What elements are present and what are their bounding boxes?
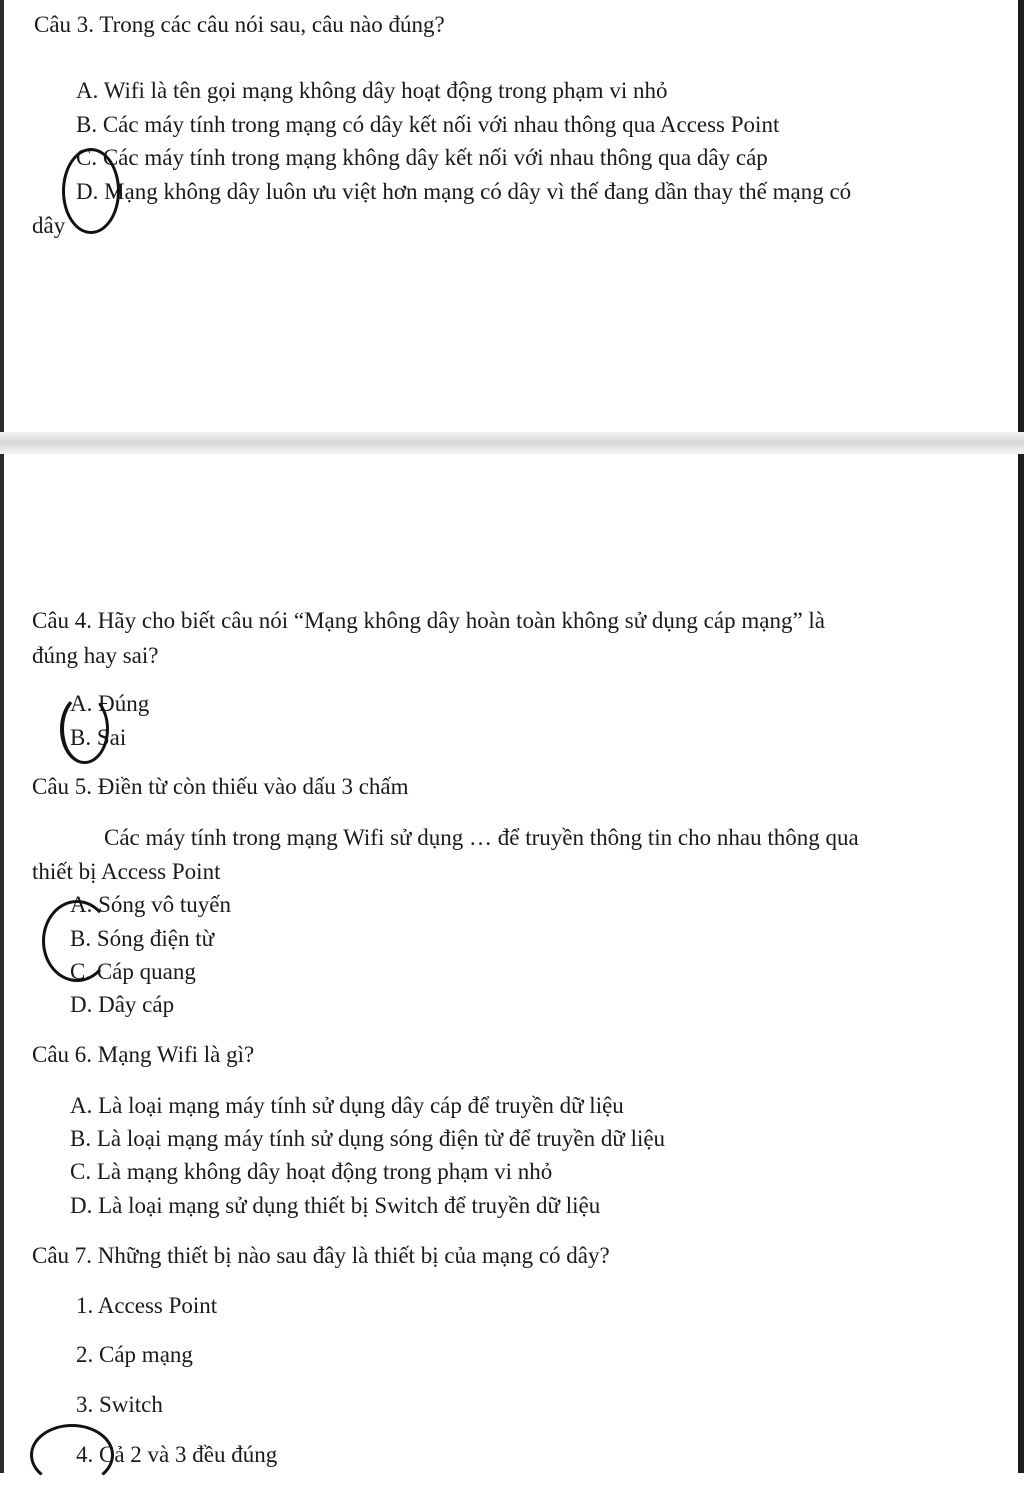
q4-question-line1: Câu 4. Hãy cho biết câu nói “Mạng không dây hoàn toàn không sử dụng cáp mạng” là bbox=[32, 608, 825, 633]
q6-option-c: C. Là mạng không dây hoạt động trong phạm vi nhỏ bbox=[70, 1159, 553, 1184]
q5-option-c: C. Cáp quang bbox=[70, 959, 196, 984]
left-edge-shadow bbox=[0, 0, 4, 1473]
q7-question: Câu 7. Những thiết bị nào sau đây là thiết bị của mạng có dây? bbox=[32, 1243, 610, 1268]
q5-option-d: D. Dây cáp bbox=[70, 992, 175, 1017]
q7-item-2: 2. Cáp mạng bbox=[76, 1342, 193, 1367]
q7-item-3: 3. Switch bbox=[76, 1392, 163, 1417]
q5-prompt-line1: Các máy tính trong mạng Wifi sử dụng … để truyền thông tin cho nhau thông qua bbox=[104, 825, 859, 850]
q5-prompt-line2: thiết bị Access Point bbox=[32, 859, 221, 884]
q4-option-b: B. Sai bbox=[70, 725, 127, 750]
q4-question-line2: đúng hay sai? bbox=[32, 643, 159, 668]
q6-question: Câu 6. Mạng Wifi là gì? bbox=[32, 1042, 255, 1067]
q3-option-d-wrap: dây bbox=[32, 213, 66, 238]
q3-option-b: B. Các máy tính trong mạng có dây kết nối với nhau thông qua Access Point bbox=[76, 112, 780, 137]
q5-question: Câu 5. Điền từ còn thiếu vào dấu 3 chấm bbox=[32, 774, 409, 799]
q6-option-d: D. Là loại mạng sử dụng thiết bị Switch để truyền dữ liệu bbox=[70, 1193, 601, 1218]
q5-option-b: B. Sóng điện từ bbox=[70, 926, 215, 951]
q7-item-1: 1. Access Point bbox=[76, 1293, 218, 1318]
page-divider bbox=[0, 432, 1024, 454]
q6-option-b: B. Là loại mạng máy tính sử dụng sóng điện từ để truyền dữ liệu bbox=[70, 1126, 666, 1151]
q6-option-a: A. Là loại mạng máy tính sử dụng dây cáp để truyền dữ liệu bbox=[70, 1093, 624, 1118]
q3-question: Câu 3. Trong các câu nói sau, câu nào đúng? bbox=[34, 12, 445, 37]
q3-option-c: C. Các máy tính trong mạng không dây kết nối với nhau thông qua dây cáp bbox=[76, 145, 768, 170]
q3-option-a: A. Wifi là tên gọi mạng không dây hoạt động trong phạm vi nhỏ bbox=[76, 78, 668, 103]
q5-option-a: A. Sóng vô tuyến bbox=[70, 892, 231, 917]
q7-item-4: 4. Cả 2 và 3 đều đúng bbox=[76, 1442, 278, 1467]
right-edge-shadow bbox=[1018, 0, 1024, 1473]
q3-option-d: D. Mạng không dây luôn ưu việt hơn mạng có dây vì thế đang dần thay thế mạng có bbox=[76, 179, 852, 204]
q4-option-a: A. Đúng bbox=[70, 691, 150, 716]
